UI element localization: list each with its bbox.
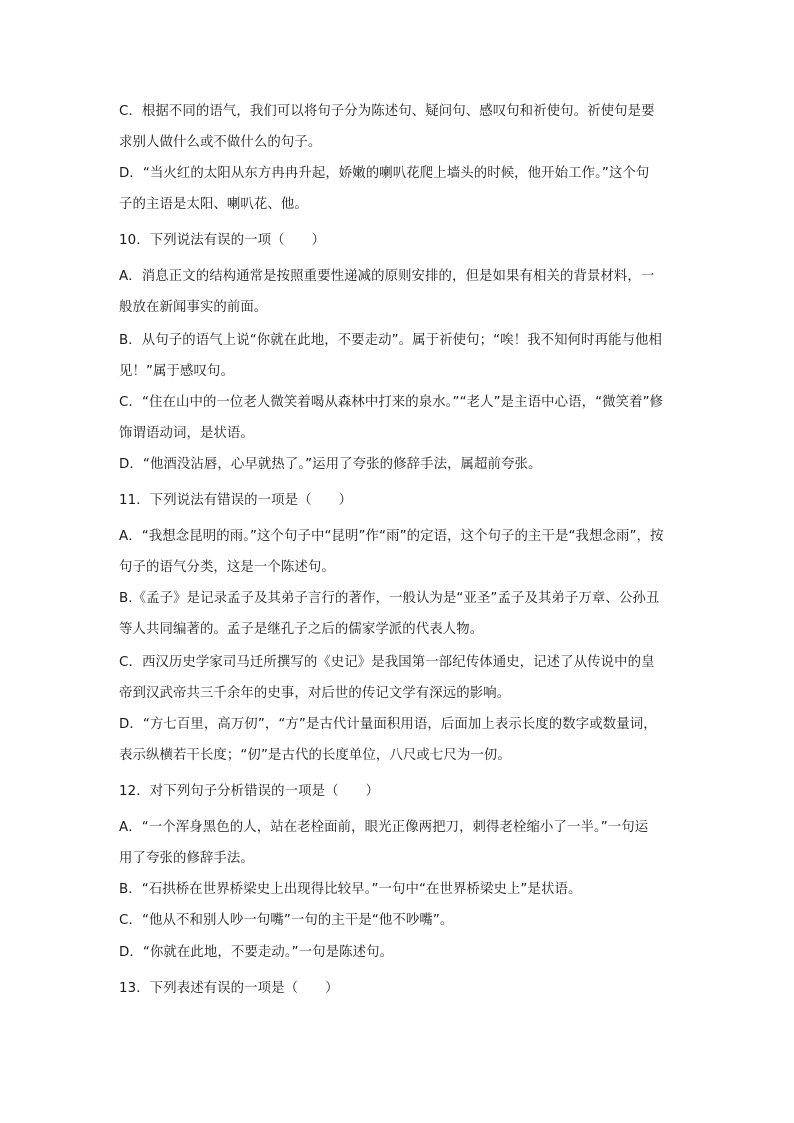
q10-option-c-line-2: 饰谓语动词，是状语。 <box>119 426 254 441</box>
q11-option-a-line-1: A．“我想念昆明的雨。”这个句子中“昆明”作“雨”的定语，这个句子的主干是“我想念雨”，按 <box>119 529 664 544</box>
q11-option-b-line-2: 等人共同编著的。孟子是继孔子之后的儒家学派的代表人物。 <box>119 622 484 637</box>
q9-option-d-line-1: D．“当火红的太阳从东方冉冉升起，娇嫩的喇叭花爬上墙头的时候，他开始工作。”这个句 <box>119 166 650 181</box>
q10-option-d: D．“他酒没沾唇，心早就热了。”运用了夸张的修辞手法，属超前夸张。 <box>119 457 542 472</box>
q12-option-c: C．“他从不和别人吵一句嘴”一句的主干是“他不吵嘴”。 <box>119 913 454 928</box>
q11-option-c-line-1: C．西汉历史学家司马迁所撰写的《史记》是我国第一部纪传体通史，记述了从传说中的皇 <box>119 655 655 670</box>
question-11-stem: 11．下列说法有错误的一项是（ ） <box>119 493 353 508</box>
q11-option-c-line-2: 帝到汉武帝共三千余年的史事，对后世的传记文学有深远的影响。 <box>119 686 511 701</box>
question-12-stem: 12．对下列句子分析错误的一项是（ ） <box>119 784 380 799</box>
q10-option-c-line-1: C．“住在山中的一位老人微笑着喝从森林中打来的泉水。”“老人”是主语中心语，“微笑着”修 <box>119 395 664 410</box>
question-10-stem: 10．下列说法有误的一项（ ） <box>119 233 326 248</box>
q12-option-a-line-1: A．“一个浑身黑色的人，站在老栓面前，眼光正像两把刀，刺得老栓缩小了一半。”一句运 <box>119 820 649 835</box>
q10-option-a-line-1: A．消息正文的结构通常是按照重要性递减的原则安排的，但是如果有相关的背景材料，一 <box>119 269 655 284</box>
q9-option-d-line-2: 子的主语是太阳、喇叭花、他。 <box>119 197 308 212</box>
q12-option-b: B．“石拱桥在世界桥梁史上出现得比较早。”一句中“在世界桥梁史上”是状语。 <box>119 882 582 897</box>
q11-option-d-line-2: 表示纵横若干长度；“仞”是古代的长度单位，八尺或七尺为一仞。 <box>119 748 511 763</box>
q12-option-d: D．“你就在此地，不要走动。”一句是陈述句。 <box>119 945 394 960</box>
q11-option-a-line-2: 句子的语气分类，这是一个陈述句。 <box>119 560 335 575</box>
q12-option-a-line-2: 用了夸张的修辞手法。 <box>119 851 254 866</box>
q10-option-b-line-2: 见！”属于感叹句。 <box>119 364 234 379</box>
q11-option-b-line-1: B.《孟子》是记录孟子及其弟子言行的著作，一般认为是“亚圣”孟子及其弟子万章、公孙丑 <box>119 591 660 606</box>
q9-option-c-line-1: C．根据不同的语气，我们可以将句子分为陈述句、疑问句、感叹句和祈使句。祈使句是要 <box>119 104 655 119</box>
q9-option-c-line-2: 求别人做什么或不做什么的句子。 <box>119 135 322 150</box>
question-13-stem: 13．下列表述有误的一项是（ ） <box>119 981 339 996</box>
q10-option-a-line-2: 般放在新闻事实的前面。 <box>119 300 268 315</box>
q11-option-d-line-1: D．“方七百里，高万仞”，“方”是古代计量面积用语，后面加上表示长度的数字或数量词， <box>119 717 657 732</box>
q10-option-b-line-1: B．从句子的语气上说“你就在此地，不要走动”。属于祈使句；“唉！我不知何时再能与他相 <box>119 333 663 348</box>
